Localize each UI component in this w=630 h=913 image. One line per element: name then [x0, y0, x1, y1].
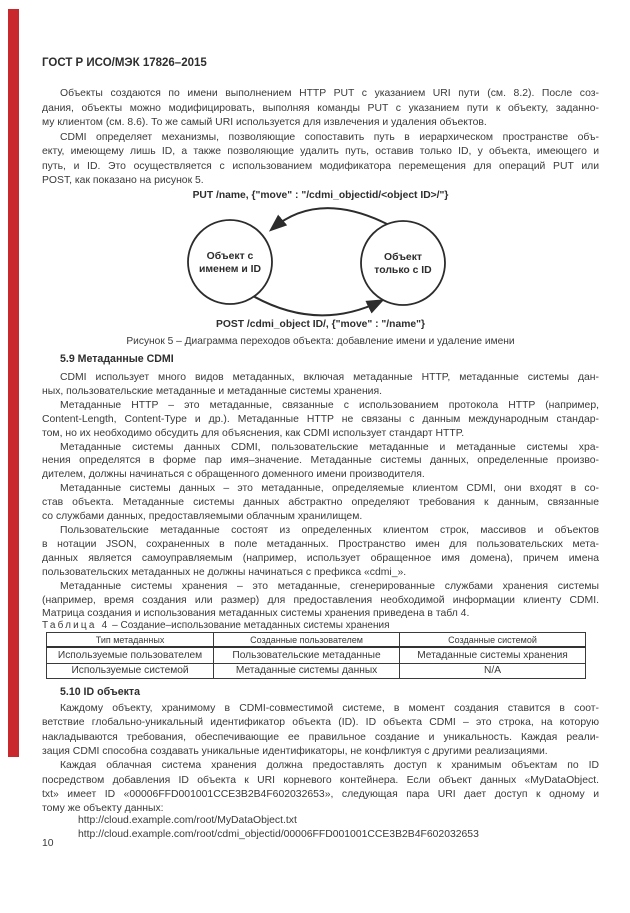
text-line: дителем, должны начинаться с обращенного доменного имени производителя. — [42, 469, 425, 481]
url-line: http://cloud.example.com/root/cdmi_objectid/00006FFD001001CCE3B2B4F602032653 — [78, 829, 479, 840]
text-line: txt» имеет ID «00006FFD001001CCE3B2B4F602032653», следующая пара URI дает доступ к одному и — [42, 789, 599, 801]
paragraph — [42, 399, 599, 441]
table-cell: Пользовательские метаданные — [214, 647, 400, 663]
figure5-diagram — [150, 202, 490, 320]
page-number: 10 — [42, 838, 54, 849]
text-line: Метаданные HTTP – это метаданные, связанные с использованием протокола HTTP (например, — [60, 399, 599, 411]
left-circle-label-line1: Объект с — [206, 251, 254, 262]
text-line: Метаданные системы данных – это метаданные, определяемые клиентом CDMI, они входят в со- — [60, 483, 599, 495]
text-line: Пользовательские метаданные состоят из определенных клиентом строк, массивов и объектов — [60, 524, 599, 536]
arrow-add-name — [272, 208, 387, 229]
state-circle-named — [188, 220, 272, 304]
figure-post-label: POST /cdmi_object ID/, {"move" : "/name"} — [216, 319, 425, 330]
table4-caption-text: – Создание–использование метаданных системы хранения — [112, 620, 390, 631]
paragraph — [42, 131, 599, 189]
right-circle-label-line2: только с ID — [374, 265, 432, 276]
text-line: накладываются требования, обеспечивающие ее правильное создание и уникальность. Каждая реали- — [42, 731, 599, 743]
arrow-remove-name — [253, 296, 381, 315]
section-5-9-heading: 5.9 Метаданные CDMI — [60, 353, 174, 365]
text-line: в нотации JSON, сохраненных в поле метаданных. Пространство имен для пользовательских мета- — [42, 538, 599, 550]
paragraph — [42, 371, 599, 399]
text-line: CDMI определяет механизмы, позволяющие сопоставить путь в иерархическом пространстве объ- — [60, 131, 599, 143]
figure-put-label: PUT /name, {"move" : "/cdmi_objectid/<object ID>/"} — [192, 190, 449, 201]
text-line: Каждая облачная система хранения должна предоставлять доступ к хранимым объектам по ID — [60, 760, 599, 772]
text-line: Матрица создания и использования метаданных системы хранения приведена в табл 4. — [42, 608, 470, 620]
text-line: Content-Length, Content-Type и др.). Метаданные HTTP не связаны с данным международным стандар- — [42, 413, 599, 425]
section-5-10-text-block — [42, 702, 599, 817]
text-line: му клиентом (см. 8.6). То же самый URI используется для извлечения и удаления объектов. — [42, 117, 487, 128]
paragraph — [42, 482, 599, 524]
section-5-10-heading: 5.10 ID объекта — [60, 686, 140, 698]
text-line: пользовательских метаданных не должны начинаться с префикса «cdmi_». — [42, 566, 407, 578]
paragraph — [42, 87, 599, 131]
text-line: CDMI использует много видов метаданных, включая метаданные HTTP, метаданные системы дан- — [60, 372, 599, 383]
metadata-table — [46, 632, 586, 679]
text-line: Каждому объекту, хранимому в CDMI-совместимой системе, в момент создания ставится в соот- — [60, 703, 599, 714]
text-line: Объекты создаются по имени выполнением HTTP PUT с указанием URI пути (см. 8.2). После соз- — [60, 88, 599, 99]
text-line: ветствие глобально-уникальный идентификатор объекта (ID). ID объекта CDMI – это строка, на которую — [42, 717, 599, 729]
paragraph — [42, 441, 599, 483]
url-list — [78, 814, 479, 842]
paragraph — [42, 759, 599, 816]
text-line: екту, имеющему лишь ID, а также позволяющие удалить путь, оставив только ID, у объекта, имеющего и — [42, 146, 599, 157]
table-cell: Используемые пользователем — [47, 647, 214, 663]
table-cell: Метаданные системы данных — [214, 663, 400, 679]
text-line: путь, и ID. Это осуществляется с использованием модификатора перемещения для операций PUT или — [42, 160, 599, 172]
text-line: данных является самоуправляемым (например, использует обращенное имя домена), причем имена — [42, 552, 599, 564]
document-header: ГОСТ Р ИСО/МЭК 17826–2015 — [42, 57, 207, 69]
text-line: Метаданные системы данных CDMI, пользовательские метаданные и метаданные системы хра- — [60, 441, 599, 453]
table-header-cell: Созданные системой — [400, 633, 586, 648]
state-circle-id-only — [361, 221, 445, 305]
section-5-9-text-block — [42, 371, 599, 621]
text-line: посредством добавления ID объекта к URI корневого контейнера. Если объект данных «MyDataObject. — [42, 774, 599, 786]
text-line: став объекта. Метаданные системы данных абстрактно определяют требования к данным, связанные — [42, 497, 599, 509]
table-cell: N/A — [400, 663, 586, 679]
table-cell: Используемые системой — [47, 663, 214, 679]
text-line: нения определятся в форме пар имя–значение. Метаданные системы данных, определенные произво- — [42, 455, 599, 467]
text-line: со службами данных, предоставляемыми облачным хранилищем. — [42, 511, 363, 523]
text-line: дания, объекты можно модифицировать, выполняя команды PUT с указанием пути к объекту, заданно- — [42, 102, 599, 114]
figure-caption: Рисунок 5 – Диаграмма переходов объекта: добавление имени и удаление имени — [126, 336, 515, 347]
paragraph — [42, 580, 599, 622]
table-header-row — [47, 633, 586, 648]
text-line: ных, пользовательские метаданные и метаданные системы хранения. — [42, 385, 383, 397]
paragraph — [42, 702, 599, 759]
text-line: тому же объекту данных: — [42, 803, 164, 815]
table-row — [47, 647, 586, 663]
table4-caption-label: Таблица 4 — [42, 620, 110, 631]
text-line: Метаданные системы хранения – это метаданные, сгенерированные службами хранения системы — [60, 580, 599, 592]
url-line: http://cloud.example.com/root/MyDataObject.txt — [78, 815, 297, 826]
table-cell: Метаданные системы хранения — [400, 647, 586, 663]
text-line: том, но их необходимо обсудить для объяснения, как CDMI использует стандарт HTTP. — [42, 427, 465, 439]
left-circle-label-line2: именем и ID — [198, 264, 262, 275]
text-line: (например, время создания или размер) для предоставления необходимой информации клиенту CDMI. — [42, 594, 599, 606]
table-header-cell: Тип метаданных — [47, 633, 214, 648]
red-margin-bar — [8, 9, 19, 757]
text-line: POST, как показано на рисунок 5. — [42, 175, 204, 186]
table4-caption — [42, 620, 390, 631]
table-header-cell: Созданные пользователем — [214, 633, 400, 648]
intro-text-block — [42, 87, 599, 189]
table-row — [47, 663, 586, 679]
right-circle-label-line1: Объект — [383, 252, 423, 263]
text-line: зация CDMI способна создавать уникальные идентификаторы, не конфликтуя с другими реализациями. — [42, 746, 548, 758]
paragraph — [42, 524, 599, 580]
